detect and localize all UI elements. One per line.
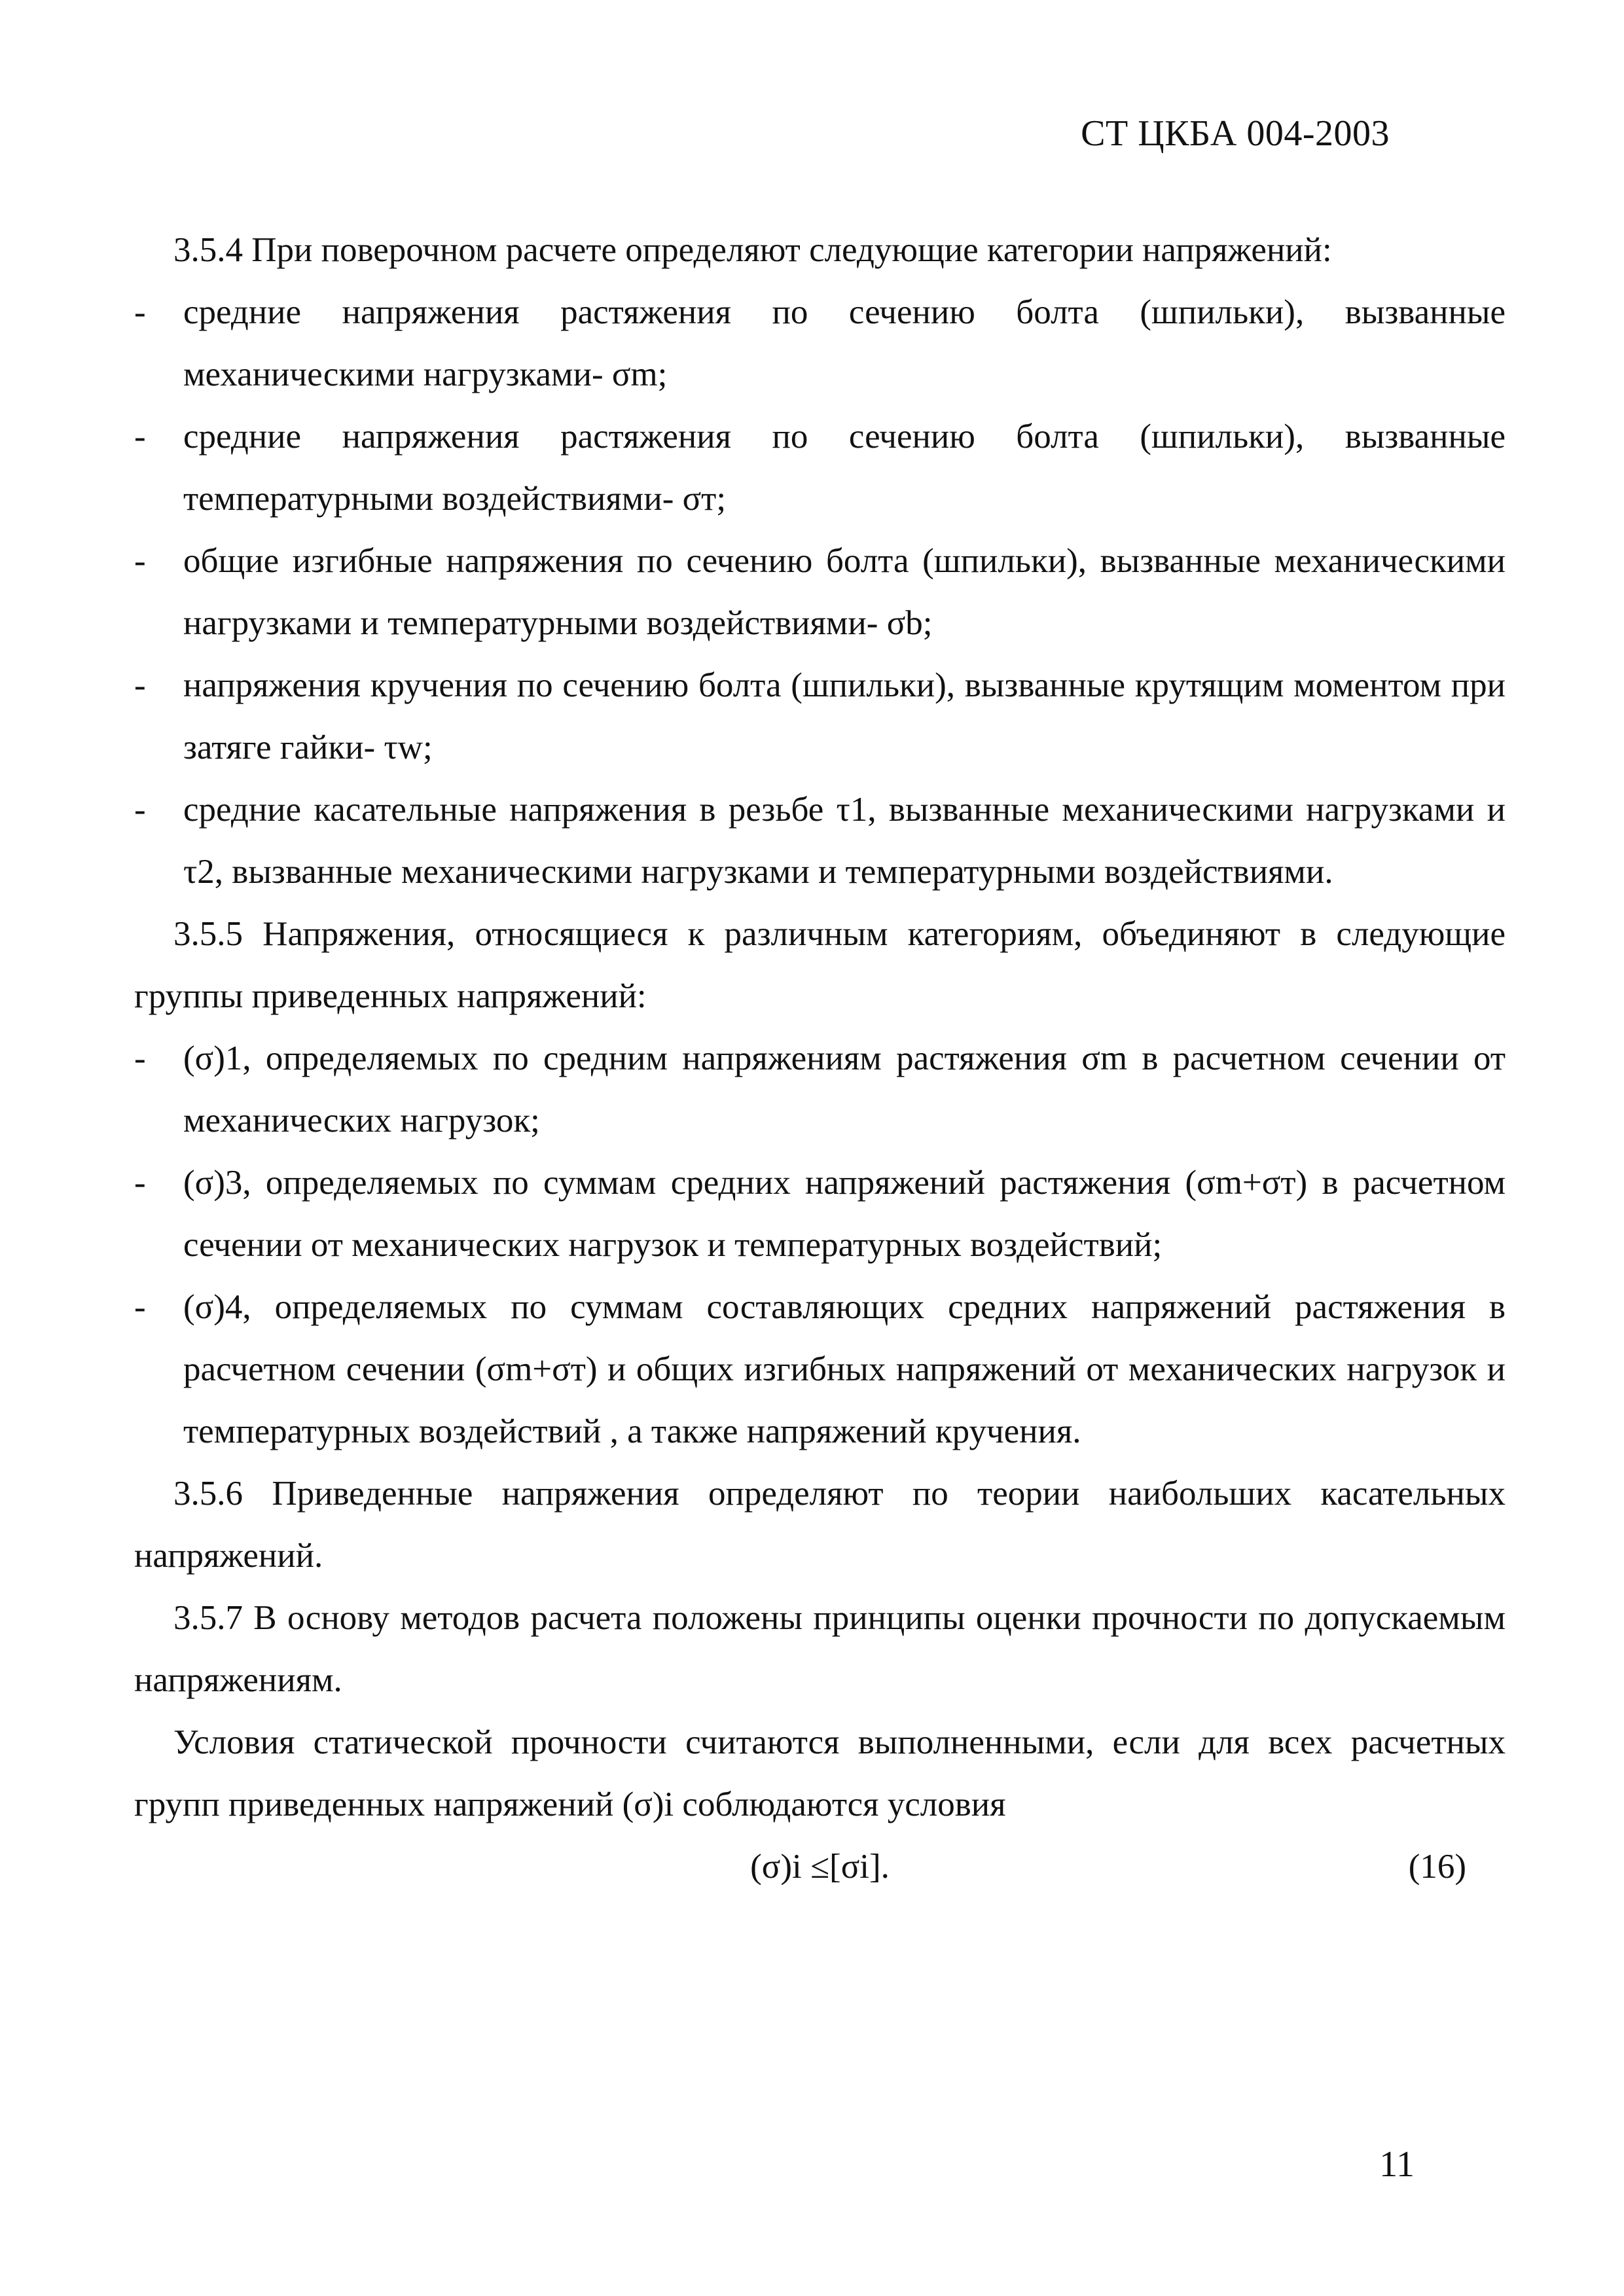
formula-expression: (σ)i ≤[σi].	[750, 1848, 890, 1886]
list-item-text: напряжения кручения по сечению болта (шпильки), вызванные крутящим моментом при затяге гайки- τw;	[183, 666, 1506, 766]
document-code-header: СТ ЦКБА 004-2003	[1081, 113, 1390, 154]
strength-condition-paragraph: Условия статической прочности считаются выполненными, если для всех расчетных групп приведенных напряжений (σ)i соблюдаются условия	[134, 1723, 1506, 1823]
section-3-5-4-list	[134, 281, 1506, 903]
list-item	[134, 1028, 1506, 1152]
list-dash: -	[134, 1164, 146, 1202]
list-dash: -	[134, 1039, 146, 1077]
list-dash: -	[134, 1288, 146, 1326]
list-dash: -	[134, 293, 146, 331]
list-item-text: средние касательные напряжения в резьбе τ1, вызванные механическими нагрузками и τ2, вызванные механическими нагрузками и температурными воздействиями.	[183, 791, 1506, 891]
list-item-text: общие изгибные напряжения по сечению болта (шпильки), вызванные механическими нагрузками и температурными воздействиями- σb;	[183, 542, 1506, 642]
equation-number: (16)	[1408, 1848, 1466, 1886]
list-item-text: средние напряжения растяжения по сечению болта (шпильки), вызванные механическими нагрузками- σm;	[183, 293, 1506, 393]
list-item	[134, 1152, 1506, 1276]
section-3-5-5-intro: 3.5.5 Напряжения, относящиеся к различным категориям, объединяют в следующие группы приведенных напряжений:	[134, 915, 1506, 1015]
list-item-text: (σ)3, определяемых по суммам средних напряжений растяжения (σm+σт) в расчетном сечении от механических нагрузок и температурных воздействий;	[183, 1164, 1506, 1264]
list-dash: -	[134, 666, 146, 704]
section-3-5-4-intro: 3.5.4 При поверочном расчете определяют следующие категории напряжений:	[173, 231, 1332, 269]
list-dash: -	[134, 418, 146, 456]
section-3-5-7: 3.5.7 В основу методов расчета положены принципы оценки прочности по допускаемым напряжениям.	[134, 1599, 1506, 1699]
list-item	[134, 779, 1506, 903]
list-item	[134, 406, 1506, 530]
list-item	[134, 530, 1506, 655]
list-item-text: (σ)1, определяемых по средним напряжениям растяжения σm в расчетном сечении от механических нагрузок;	[183, 1039, 1506, 1139]
list-item-text: средние напряжения растяжения по сечению болта (шпильки), вызванные температурными воздействиями- σт;	[183, 418, 1506, 518]
list-item	[134, 281, 1506, 406]
list-item-text: (σ)4, определяемых по суммам составляющих средних напряжений растяжения в расчетном сечении (σm+σт) и общих изгибных напряжений от механических нагрузок и температурных воздействий , а также напряжений кручения.	[183, 1288, 1506, 1450]
section-3-5-6: 3.5.6 Приведенные напряжения определяют по теории наибольших касательных напряжений.	[134, 1475, 1506, 1575]
formula-row	[134, 1836, 1506, 1898]
list-dash: -	[134, 791, 146, 829]
list-item	[134, 655, 1506, 779]
section-3-5-5-list	[134, 1028, 1506, 1463]
document-body	[134, 219, 1506, 1898]
page-number: 11	[1379, 2144, 1415, 2185]
list-item	[134, 1276, 1506, 1463]
list-dash: -	[134, 542, 146, 580]
